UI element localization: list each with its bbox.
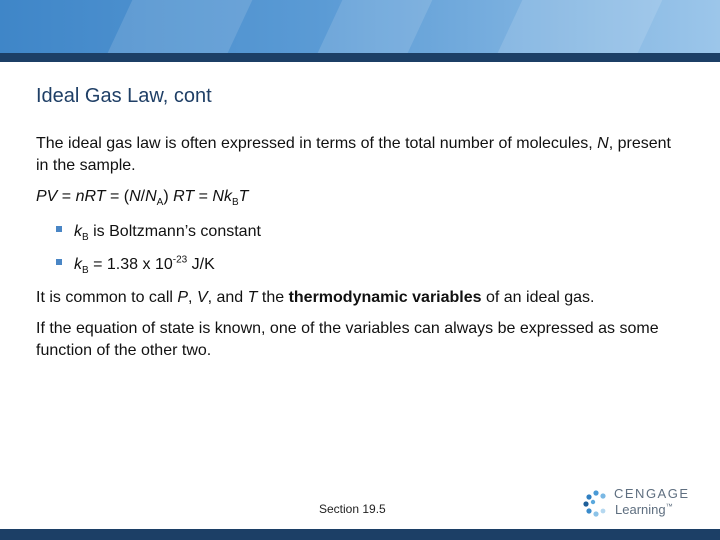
slide-body [36,133,686,362]
thermodynamic-variables-paragraph: It is common to call P, V, and T the thermodynamic variables of an ideal gas. [36,289,595,306]
cengage-logo [582,485,694,521]
bullet-marker [56,259,62,265]
bullet-boltzmann-name: $k_B$ is Boltzmann’s constant [36,221,686,243]
cengage-logo-icon [582,488,610,518]
section-label: Section 19.5 [319,502,386,516]
logo-word-learning: Learning™ [615,502,673,517]
logo-word-cengage: CENGAGE [614,486,690,501]
ideal-gas-formula: PV = nRT = $(N/N_A)$ RT = $Nk_BT$ [36,188,249,209]
slide-title: Ideal Gas Law, cont [36,85,212,107]
footer-rule [0,529,720,540]
header-rule [0,53,720,62]
equation-of-state-paragraph: If the equation of state is known, one of the variables can always be expressed as some function of the other two. [36,320,659,359]
header-banner [0,0,720,53]
intro-paragraph: The ideal gas law is often expressed in terms of the total number of molecules, N, present in the sample. [36,135,671,174]
bullet-boltzmann-value: $k_B = 1.38$ x $10^{-23}$ J/K [36,254,686,276]
bullet-marker [56,226,62,232]
